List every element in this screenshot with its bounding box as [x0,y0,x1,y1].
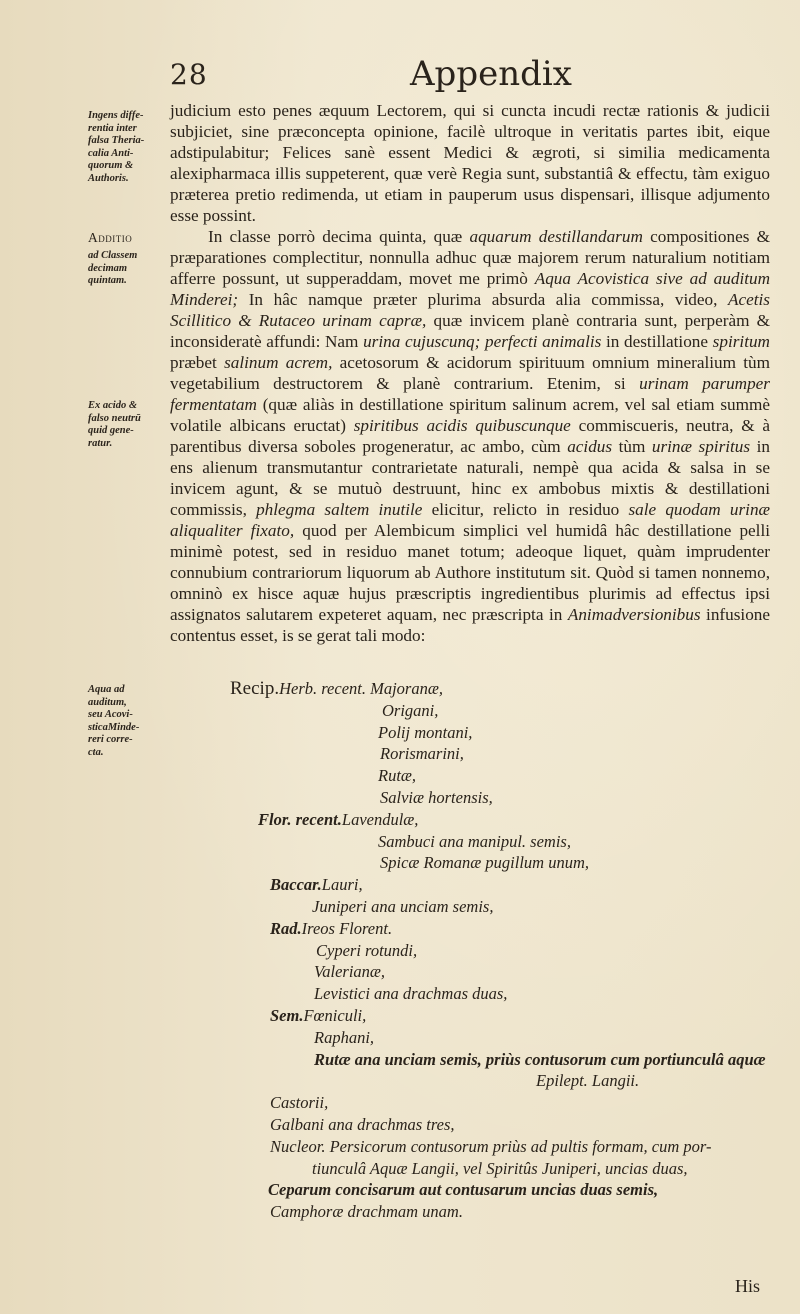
italic-run: urinam parumper fermentatam [170,374,770,414]
text-run: compositiones & præparationes complectitur, nonnulla adhuc quæ majorem rerum naturalium notitiam afferre possunt, ut supperaddam, movet me primò [170,227,770,288]
recipe-label: Recip. [230,678,280,699]
catchword: His [735,1276,761,1296]
text-run: quæ invicem planè contraria sunt, perperàm & inconsideratè affundi: Nam [170,311,771,351]
recipe-line: Juniperi ana unciam semis, [312,896,494,916]
recipe-line: Levistici ana drachmas duas, [314,984,508,1004]
text-run: quod per Alembicum simplici vel humidâ hâc destillatione pelli minimè potest, sed in residuo manet totum; adeoque liquet, quàm imprudenter connubium contrariorum liquorum ab Authore institutum sit. Quòd si tamen nonnemo, omninò ex hisce aquæ hujus præscriptis ingredientibus plurimis ad effectus ipsi assignatos salutarem expeteret aquam, nec præscripta in [170,521,770,624]
sidenote-line: falso neutrū [88,412,141,424]
page-header [0,52,800,102]
recipe-line [258,809,800,831]
italic-run: salinum acrem, [224,353,333,372]
sidenote-line: Authoris. [88,172,129,184]
sidenote-line: rentia inter [88,122,137,134]
recipe-line [270,874,800,896]
recipe-line: Sambuci ana manipul. semis, [378,831,571,851]
sidenote-line: calia Anti- [88,147,134,159]
italic-run: acidus [567,437,613,456]
recipe-line [230,678,790,700]
italic-run: Aqua Acovistica sive ad auditum Minderei; [170,269,771,309]
text-run: in ens alienum transmutantur contrarietate naturali, nempè qua acida & salsa in se invicem agunt, & se mutuò destruunt, hinc ex ambobus mixtis & destillationi commissis, [170,437,771,519]
recipe-line: Rutæ, [378,766,417,786]
text-run: In classe porrò decima quinta, quæ [208,227,470,246]
recipe-line: Salviæ hortensis, [380,787,493,807]
italic-run: aquarum destillandarum [469,227,643,246]
recipe-label: Baccar. [270,875,322,895]
paragraph-2 [170,226,770,646]
sidenote-line: Ex acido & [88,400,137,411]
recipe-text: Herb. recent. Majoranæ, [279,679,443,698]
recipe-line: Raphani, [314,1027,375,1047]
recipe-line: Valerianæ, [314,962,386,982]
sidenote-line: falsa Theria- [88,135,145,146]
recipe-line: Castorii, [270,1093,329,1113]
recipe-line: Cyperi rotundi, [316,940,418,960]
italic-run: urinæ spiritus [651,437,751,456]
text-run: elicitur, relicto in residuo [422,500,629,519]
text-run: (quæ aliàs in destillatione spiritum salinum acrem, vel sal etiam summè volatile albicans eructat) [170,395,770,435]
text-run: infusione contentus esset, is se gerat tali modo: [170,605,771,645]
italic-run: spiritum [712,332,770,351]
text-run: In hâc namque præter plurima absurda alia commissa, video, [238,290,728,309]
paragraph-1: judicium esto penes æquum Lectorem, qui si cuncta incudi rectæ rationis & judicii subjiciet, sine præconcepta opinione, facilè ultroque in veritatis partes ibit, eique adstipulabitur; Felices sanè essent Medici & ægroti, si similia medicamenta alexipharmaca illis suppeterent, quæ verè Regia sunt, substantiâ & effectu, tàm exiguo præterea pretio redimenda, ut etiam in pauperum usus dispensari, illisque adjumento esse possint. [170,101,770,225]
sidenote-line: ad Classem [88,250,138,261]
sidenote-line: seu Acovi- [88,709,133,720]
italic-run: sale quodam urinæ aliqualiter fixato, [170,500,771,540]
italic-run: spiritibus acidis quibuscunque [353,416,571,435]
sidenote-line: reri corre- [88,734,133,745]
italic-run: Animadversionibus [567,605,701,624]
recipe-block [230,678,790,1223]
recipe-text: Fœniculi, [303,1005,367,1025]
italic-run: phlegma saltem inutile [256,500,423,519]
sidenote-ex-acido [88,400,170,450]
recipe-line: Epilept. Langii. [536,1071,640,1091]
recipe-label: Rad. [270,918,302,938]
text-run: tùm [612,437,652,456]
recipe-line [270,918,800,940]
recipe-line: Polij montani, [378,722,473,742]
text-run: præbet [170,353,225,372]
sidenote-line: auditum, [88,696,127,708]
recipe-line [270,1005,800,1027]
sidenote-line: Additio [88,230,133,245]
main-text [170,100,770,646]
recipe-line: Galbani ana drachmas tres, [270,1114,455,1134]
recipe-text: Lavendulæ, [341,809,419,829]
sidenote-line: quid gene- [88,425,134,436]
recipe-line: tiunculâ Aquæ Langii, vel Spiritûs Juniperi, uncias duas, [312,1158,688,1178]
text-run: in destillatione [601,332,713,351]
recipe-line: Origani, [382,700,439,720]
recipe-line: Ceparum concisarum aut contusarum uncias duas semis, [268,1180,659,1200]
italic-run: urina cujuscunq; perfecti animalis [363,332,602,351]
recipe-line: Rutæ ana unciam semis, priùs contusorum cum portiunculâ aquæ [314,1049,766,1069]
recipe-line: Camphoræ drachmam unam. [270,1202,463,1222]
sidenote-line: Ingens diffe- [88,110,144,121]
running-title: Appendix [410,54,572,94]
sidenote-line: sticaMinde- [88,721,140,733]
text-run: acetosorum & acidorum spirituum omnium mineralium tùm vegetabilium destructorem & planè contrarium. Etenim, si [170,353,770,393]
page-number: 28 [170,58,208,91]
sidenote-line: quorum & [88,160,134,171]
sidenote-ad-classem [88,250,170,288]
text-run: commiscueris, neutra, & à parentibus diversa soboles progeneratur, ac ambo, cùm [170,416,770,456]
sidenote-additio [88,232,170,245]
recipe-label: Sem. [270,1005,304,1025]
sidenote-aqua-ad-auditum [88,684,170,759]
italic-run: Acetis Scillitico & Rutaceo urinam capræ, [170,290,770,330]
recipe-line: Spicæ Romanæ pugillum unum, [380,853,589,873]
recipe-label: Flor. recent. [258,809,342,829]
sidenote-line: decimam [88,262,128,274]
recipe-text: Ireos Florent. [301,918,393,938]
sidenote-line: quintam. [88,275,127,286]
sidenote-line: ratur. [88,437,113,449]
recipe-text: Lauri, [321,875,363,895]
sidenote-line: cta. [88,746,104,758]
recipe-line: Rorismarini, [380,744,464,764]
sidenote-line: Aqua ad [88,684,125,695]
recipe-line: Nucleor. Persicorum contusorum priùs ad pultis formam, cum por- [270,1136,712,1156]
sidenote-ingens [88,110,170,185]
